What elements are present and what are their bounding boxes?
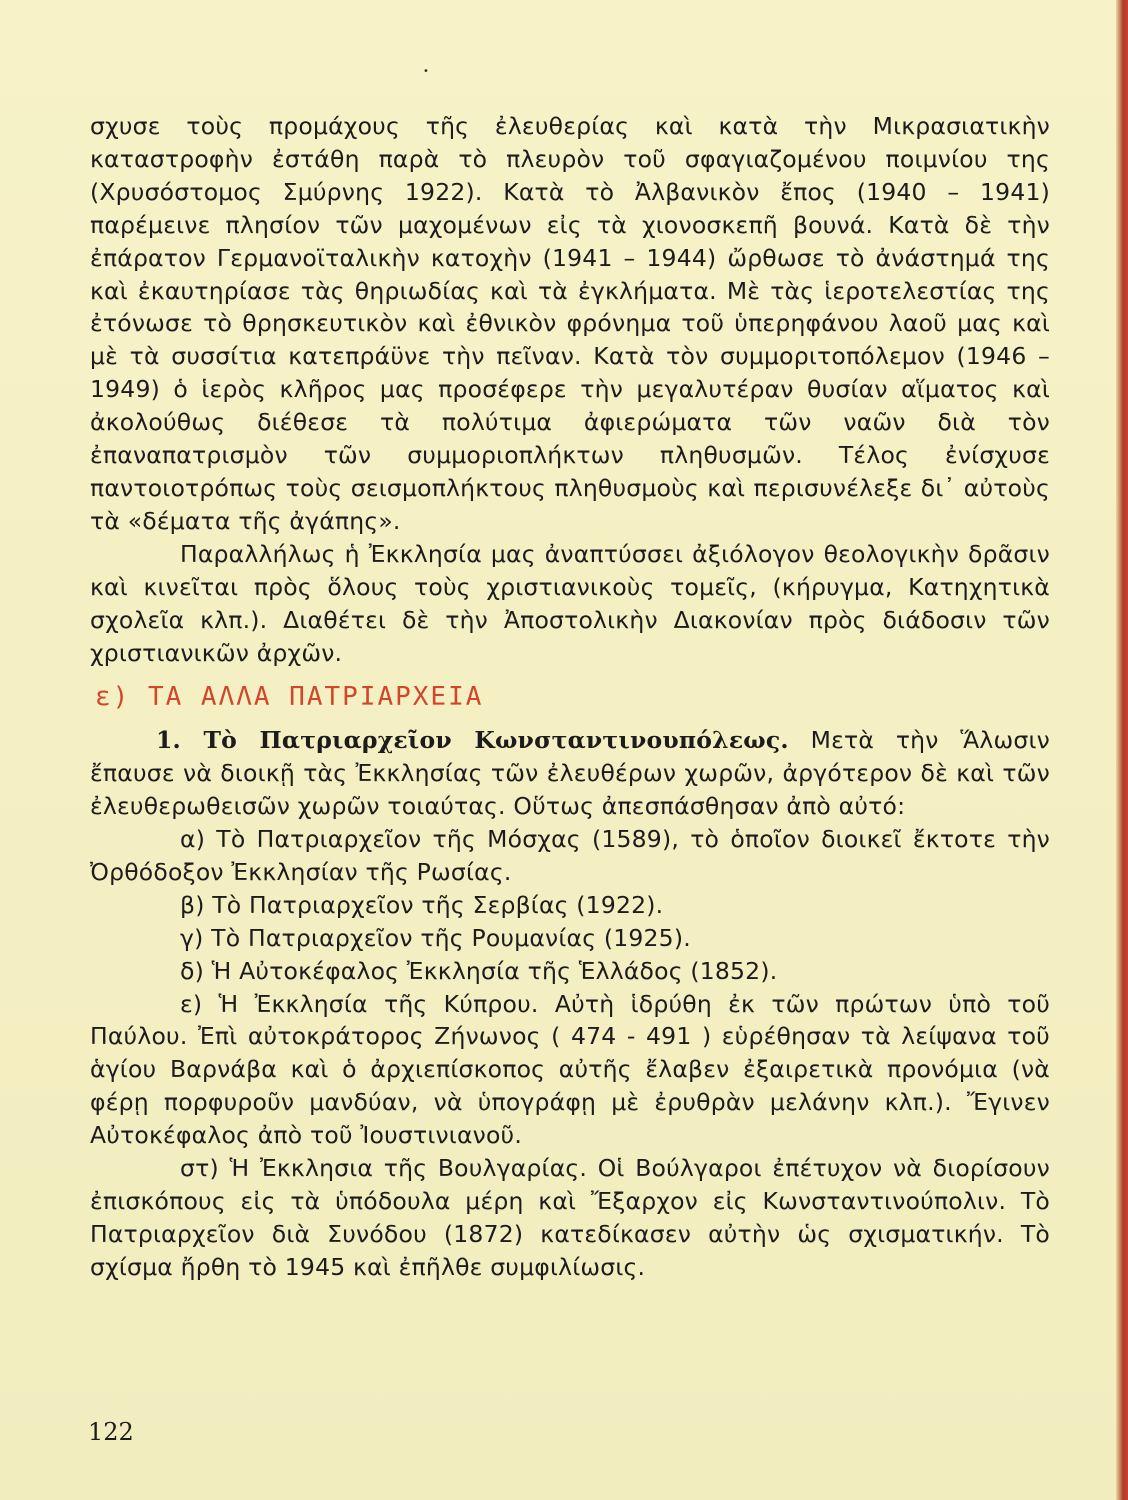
sub-item-serbia: β) Τὸ Πατριαρχεῖον τῆς Σερβίας (1922).	[180, 890, 664, 919]
item-title: 1. Τὸ Πατριαρχεῖον Κωνσταντινουπόλεως.	[156, 726, 789, 755]
sub-item-greece: δ) Ἡ Αὐτοκέφαλος Ἐκκλησία τῆς Ἑλλάδος (1852).	[180, 956, 778, 985]
sub-item-bulgaria: στ) Ἡ Ἐκκλησια τῆς Βουλγαρίας. Οἱ Βούλγαροι ἐπέτυχον νὰ διορίσουν ἐπισκόπους εἰς τὰ ὑπόδουλα μέρη καὶ Ἔξαρχον εἰς Κωνσταντινούπολιν. Τὸ Πατριαρχεῖον διὰ Συνόδου (1872) κατεδίκασεν αὐτὴν ὡς σχισματικήν. Τὸ σχίσμα ἤρθη τὸ 1945 καὶ ἐπῆλθε συμφιλίωσις.	[90, 1154, 1050, 1281]
paragraph-continuation: σχυσε τοὺς προμάχους τῆς ἐλευθερίας καὶ κατὰ τὴν Μικρασιατικὴν καταστροφὴν ἐστάθη παρὰ τὸ πλευρὸν τοῦ σφαγιαζομένου ποιμνίου της (Χρυσόστομος Σμύρνης 1922). Κατὰ τὸ Ἀλβανικὸν ἔπος (1940 – 1941) παρέμεινε πλησίον τῶν μαχομένων εἰς τὰ χιονοσκεπῆ βουνά. Κατὰ δὲ τὴν ἐπάρατον Γερμανοϊταλικὴν κατοχὴν (1941 – 1944) ὤρθωσε τὸ ἀνάστημά της καὶ ἐκαυτηρίασε τὰς θηριωδίας καὶ τὰ ἐγκλήματα. Μὲ τὰς ἱεροτελεστίας της ἐτόνωσε τὸ θρησκευτικὸν καὶ ἐθνικὸν φρόνημα τοῦ ὑπερηφάνου λαοῦ μας καὶ μὲ τὰ συσσίτια κατεπράϋνε τὴν πεῖναν. Κατὰ τὸν συμμοριτοπόλεμον (1946 – 1949) ὁ ἱερὸς κλῆρος μας προσέφερε τὴν μεγαλυτέραν θυσίαν αἵματος καὶ ἀκολούθως διέθεσε τὰ πολύτιμα ἀφιερώματα τῶν ναῶν διὰ τὸν ἐπαναπατρισμὸν τῶν συμμοριοπλήκτων πληθυσμῶν. Τέλος ἐνίσχυσε παντοιοτρόπως τοὺς σεισμοπλήκτους πληθυσμοὺς καὶ περισυνέλεξε δι᾽ αὐτοὺς τὰ «δέματα τῆς ἀγάπης».	[90, 112, 1050, 535]
sub-item-cyprus: ε) Ἡ Ἐκκλησία τῆς Κύπρου. Αὐτὴ ἱδρύθη ἐκ τῶν πρώτων ὑπὸ τοῦ Παύλου. Ἐπὶ αὐτοκράτορος Ζήνωνος ( 474 - 491 ) εὑρέθησαν τὰ λείψανα τοῦ ἁγίου Βαρνάβα καὶ ὁ ἀρχιεπίσκοπος αὐτῆς ἔλαβεν ἐξαιρετικὰ προνόμια (νὰ φέρῃ πορφυροῦν μανδύαν, νὰ ὑπογράφῃ μὲ ἐρυθρὰν μελάνην κλπ.). Ἔγινεν Αὐτοκέφαλος ἀπὸ τοῦ Ἰουστινιανοῦ.	[90, 989, 1050, 1150]
section-heading: ε) ΤΑ ΑΛΛΑ ΠΑΤΡΙΑΡΧΕΙΑ	[95, 682, 484, 713]
sub-item-moscow: α) Τὸ Πατριαρχεῖον τῆς Μόσχας (1589), τὸ ὁποῖον διοικεῖ ἔκτοτε τὴν Ὀρθόδοξον Ἐκκλησίαν τῆς Ρωσίας.	[90, 825, 1050, 886]
top-mark: •	[423, 66, 429, 77]
paragraph-activity: Παραλλήλως ἡ Ἐκκλησία μας ἀναπτύσσει ἀξιόλογον θεολογικὴν δρᾶσιν καὶ κινεῖται πρὸς ὅλους τοὺς χριστιανικοὺς τομεῖς, (κήρυγμα, Κατηχητικὰ σχολεῖα κλπ.). Διαθέτει δὲ τὴν Ἀποστολικὴν Διακονίαν πρὸς διάδοσιν τῶν χριστιανικῶν ἀρχῶν.	[90, 539, 1050, 667]
sub-item-romania: γ) Τὸ Πατριαρχεῖον τῆς Ρουμανίας (1925).	[180, 923, 691, 952]
page-edge	[1116, 0, 1128, 1500]
page-number: 122	[88, 1418, 134, 1446]
item-constantinople	[90, 724, 1050, 823]
page-text	[90, 110, 1050, 1284]
item-text: Μετὰ τὴν Ἅλωσιν ἔπαυσε νὰ διοικῇ τὰς Ἐκκλησίας τῶν ἐλευθέρων χωρῶν, ἀργότερον δὲ καὶ τῶν ἐλευθερωθεισῶν χωρῶν τοιαύτας. Οὕτως ἀπεσπάσθησαν ἀπὸ αὐτό:	[90, 726, 1050, 821]
